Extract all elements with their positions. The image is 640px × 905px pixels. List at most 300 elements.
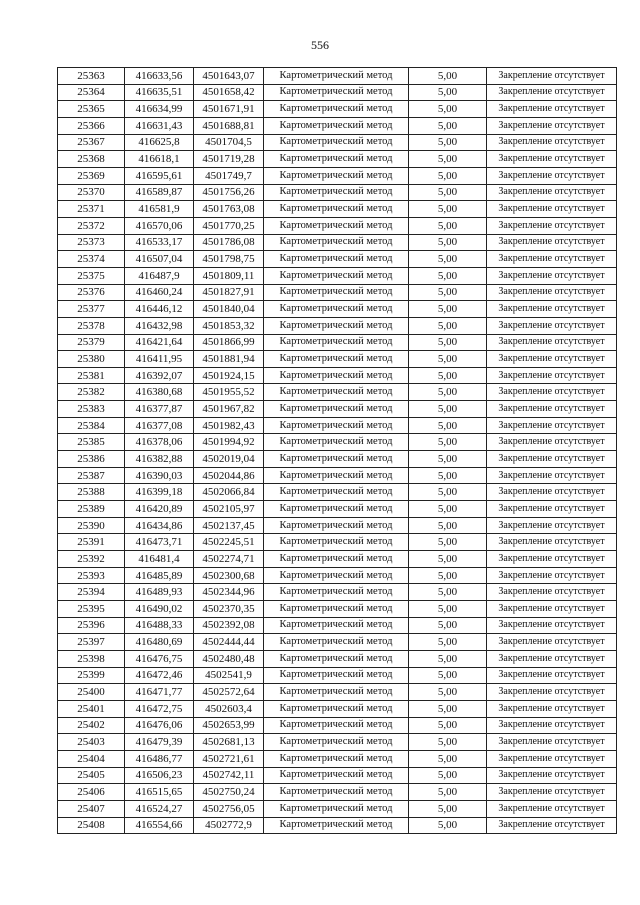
- accuracy-cell: 5,00: [409, 284, 487, 301]
- method-cell: Картометрический метод: [264, 301, 409, 318]
- y-coordinate-cell: 4501809,11: [194, 267, 264, 284]
- method-cell: Картометрический метод: [264, 117, 409, 134]
- x-coordinate-cell: 416472,46: [125, 667, 194, 684]
- x-coordinate-cell: 416460,24: [125, 284, 194, 301]
- fixing-description-cell: Закрепление отсутствует: [487, 717, 617, 734]
- x-coordinate-cell: 416432,98: [125, 317, 194, 334]
- point-number-cell: 25380: [58, 351, 125, 368]
- accuracy-cell: 5,00: [409, 251, 487, 268]
- x-coordinate-cell: 416473,71: [125, 534, 194, 551]
- x-coordinate-cell: 416487,9: [125, 267, 194, 284]
- fixing-description-cell: Закрепление отсутствует: [487, 467, 617, 484]
- x-coordinate-cell: 416570,06: [125, 217, 194, 234]
- method-cell: Картометрический метод: [264, 767, 409, 784]
- fixing-description-cell: Закрепление отсутствует: [487, 517, 617, 534]
- accuracy-cell: 5,00: [409, 717, 487, 734]
- fixing-description-cell: Закрепление отсутствует: [487, 151, 617, 168]
- accuracy-cell: 5,00: [409, 800, 487, 817]
- x-coordinate-cell: 416411,95: [125, 351, 194, 368]
- point-number-cell: 25384: [58, 417, 125, 434]
- accuracy-cell: 5,00: [409, 767, 487, 784]
- method-cell: Картометрический метод: [264, 734, 409, 751]
- point-number-cell: 25389: [58, 501, 125, 518]
- point-number-cell: 25400: [58, 684, 125, 701]
- table-row: [58, 484, 617, 501]
- y-coordinate-cell: 4501763,08: [194, 201, 264, 218]
- table-row: [58, 234, 617, 251]
- method-cell: Картометрический метод: [264, 517, 409, 534]
- table-row: [58, 467, 617, 484]
- fixing-description-cell: Закрепление отсутствует: [487, 484, 617, 501]
- table-row: [58, 634, 617, 651]
- y-coordinate-cell: 4502742,11: [194, 767, 264, 784]
- method-cell: Картометрический метод: [264, 534, 409, 551]
- fixing-description-cell: Закрепление отсутствует: [487, 617, 617, 634]
- point-number-cell: 25408: [58, 817, 125, 834]
- accuracy-cell: 5,00: [409, 101, 487, 118]
- method-cell: Картометрический метод: [264, 817, 409, 834]
- table-row: [58, 117, 617, 134]
- fixing-description-cell: Закрепление отсутствует: [487, 451, 617, 468]
- accuracy-cell: 5,00: [409, 617, 487, 634]
- point-number-cell: 25371: [58, 201, 125, 218]
- method-cell: Картометрический метод: [264, 134, 409, 151]
- y-coordinate-cell: 4502019,04: [194, 451, 264, 468]
- point-number-cell: 25401: [58, 700, 125, 717]
- y-coordinate-cell: 4501756,26: [194, 184, 264, 201]
- fixing-description-cell: Закрепление отсутствует: [487, 734, 617, 751]
- fixing-description-cell: Закрепление отсутствует: [487, 584, 617, 601]
- accuracy-cell: 5,00: [409, 267, 487, 284]
- accuracy-cell: 5,00: [409, 534, 487, 551]
- method-cell: Картометрический метод: [264, 201, 409, 218]
- y-coordinate-cell: 4502066,84: [194, 484, 264, 501]
- x-coordinate-cell: 416390,03: [125, 467, 194, 484]
- accuracy-cell: 5,00: [409, 684, 487, 701]
- method-cell: Картометрический метод: [264, 367, 409, 384]
- table-row: [58, 551, 617, 568]
- x-coordinate-cell: 416377,87: [125, 401, 194, 418]
- x-coordinate-cell: 416485,89: [125, 567, 194, 584]
- x-coordinate-cell: 416382,88: [125, 451, 194, 468]
- table-row: [58, 667, 617, 684]
- fixing-description-cell: Закрепление отсутствует: [487, 184, 617, 201]
- method-cell: Картометрический метод: [264, 634, 409, 651]
- y-coordinate-cell: 4501982,43: [194, 417, 264, 434]
- fixing-description-cell: Закрепление отсутствует: [487, 684, 617, 701]
- method-cell: Картометрический метод: [264, 484, 409, 501]
- accuracy-cell: 5,00: [409, 317, 487, 334]
- point-number-cell: 25367: [58, 134, 125, 151]
- y-coordinate-cell: 4502681,13: [194, 734, 264, 751]
- accuracy-cell: 5,00: [409, 301, 487, 318]
- fixing-description-cell: Закрепление отсутствует: [487, 251, 617, 268]
- x-coordinate-cell: 416486,77: [125, 750, 194, 767]
- method-cell: Картометрический метод: [264, 584, 409, 601]
- table-row: [58, 401, 617, 418]
- point-number-cell: 25388: [58, 484, 125, 501]
- y-coordinate-cell: 4501704,5: [194, 134, 264, 151]
- fixing-description-cell: Закрепление отсутствует: [487, 700, 617, 717]
- table-row: [58, 734, 617, 751]
- y-coordinate-cell: 4502750,24: [194, 784, 264, 801]
- method-cell: Картометрический метод: [264, 451, 409, 468]
- y-coordinate-cell: 4501749,7: [194, 167, 264, 184]
- fixing-description-cell: Закрепление отсутствует: [487, 84, 617, 101]
- point-number-cell: 25375: [58, 267, 125, 284]
- table-row: [58, 351, 617, 368]
- accuracy-cell: 5,00: [409, 517, 487, 534]
- table-row: [58, 334, 617, 351]
- x-coordinate-cell: 416507,04: [125, 251, 194, 268]
- y-coordinate-cell: 4502721,61: [194, 750, 264, 767]
- point-number-cell: 25390: [58, 517, 125, 534]
- x-coordinate-cell: 416625,8: [125, 134, 194, 151]
- point-number-cell: 25365: [58, 101, 125, 118]
- method-cell: Картометрический метод: [264, 167, 409, 184]
- y-coordinate-cell: 4501658,42: [194, 84, 264, 101]
- x-coordinate-cell: 416380,68: [125, 384, 194, 401]
- point-number-cell: 25368: [58, 151, 125, 168]
- fixing-description-cell: Закрепление отсутствует: [487, 601, 617, 618]
- y-coordinate-cell: 4501866,99: [194, 334, 264, 351]
- accuracy-cell: 5,00: [409, 234, 487, 251]
- method-cell: Картометрический метод: [264, 551, 409, 568]
- method-cell: Картометрический метод: [264, 234, 409, 251]
- table-row: [58, 451, 617, 468]
- method-cell: Картометрический метод: [264, 384, 409, 401]
- table-row: [58, 217, 617, 234]
- method-cell: Картометрический метод: [264, 567, 409, 584]
- fixing-description-cell: Закрепление отсутствует: [487, 567, 617, 584]
- fixing-description-cell: Закрепление отсутствует: [487, 68, 617, 85]
- x-coordinate-cell: 416595,61: [125, 167, 194, 184]
- x-coordinate-cell: 416618,1: [125, 151, 194, 168]
- y-coordinate-cell: 4502756,05: [194, 800, 264, 817]
- accuracy-cell: 5,00: [409, 784, 487, 801]
- point-number-cell: 25394: [58, 584, 125, 601]
- accuracy-cell: 5,00: [409, 750, 487, 767]
- point-number-cell: 25382: [58, 384, 125, 401]
- x-coordinate-cell: 416488,33: [125, 617, 194, 634]
- accuracy-cell: 5,00: [409, 584, 487, 601]
- accuracy-cell: 5,00: [409, 384, 487, 401]
- point-number-cell: 25396: [58, 617, 125, 634]
- fixing-description-cell: Закрепление отсутствует: [487, 284, 617, 301]
- accuracy-cell: 5,00: [409, 817, 487, 834]
- x-coordinate-cell: 416634,99: [125, 101, 194, 118]
- y-coordinate-cell: 4501688,81: [194, 117, 264, 134]
- table-row: [58, 650, 617, 667]
- accuracy-cell: 5,00: [409, 217, 487, 234]
- x-coordinate-cell: 416472,75: [125, 700, 194, 717]
- method-cell: Картометрический метод: [264, 401, 409, 418]
- x-coordinate-cell: 416476,75: [125, 650, 194, 667]
- point-number-cell: 25398: [58, 650, 125, 667]
- fixing-description-cell: Закрепление отсутствует: [487, 217, 617, 234]
- fixing-description-cell: Закрепление отсутствует: [487, 750, 617, 767]
- point-number-cell: 25402: [58, 717, 125, 734]
- y-coordinate-cell: 4501881,94: [194, 351, 264, 368]
- y-coordinate-cell: 4502370,35: [194, 601, 264, 618]
- y-coordinate-cell: 4502772,9: [194, 817, 264, 834]
- point-number-cell: 25379: [58, 334, 125, 351]
- method-cell: Картометрический метод: [264, 251, 409, 268]
- point-number-cell: 25385: [58, 434, 125, 451]
- y-coordinate-cell: 4501770,25: [194, 217, 264, 234]
- point-number-cell: 25370: [58, 184, 125, 201]
- table-row: [58, 367, 617, 384]
- fixing-description-cell: Закрепление отсутствует: [487, 534, 617, 551]
- accuracy-cell: 5,00: [409, 417, 487, 434]
- fixing-description-cell: Закрепление отсутствует: [487, 501, 617, 518]
- fixing-description-cell: Закрепление отсутствует: [487, 817, 617, 834]
- fixing-description-cell: Закрепление отсутствует: [487, 800, 617, 817]
- point-number-cell: 25405: [58, 767, 125, 784]
- point-number-cell: 25374: [58, 251, 125, 268]
- y-coordinate-cell: 4502245,51: [194, 534, 264, 551]
- method-cell: Картометрический метод: [264, 334, 409, 351]
- point-number-cell: 25404: [58, 750, 125, 767]
- x-coordinate-cell: 416635,51: [125, 84, 194, 101]
- accuracy-cell: 5,00: [409, 601, 487, 618]
- coordinates-table-body: [58, 68, 617, 834]
- fixing-description-cell: Закрепление отсутствует: [487, 167, 617, 184]
- method-cell: Картометрический метод: [264, 784, 409, 801]
- page-number: 556: [311, 38, 329, 52]
- table-row: [58, 784, 617, 801]
- point-number-cell: 25403: [58, 734, 125, 751]
- fixing-description-cell: Закрепление отсутствует: [487, 634, 617, 651]
- point-number-cell: 25376: [58, 284, 125, 301]
- x-coordinate-cell: 416421,64: [125, 334, 194, 351]
- method-cell: Картометрический метод: [264, 151, 409, 168]
- y-coordinate-cell: 4502344,96: [194, 584, 264, 601]
- table-row: [58, 251, 617, 268]
- method-cell: Картометрический метод: [264, 417, 409, 434]
- fixing-description-cell: Закрепление отсутствует: [487, 551, 617, 568]
- table-row: [58, 517, 617, 534]
- y-coordinate-cell: 4501924,15: [194, 367, 264, 384]
- point-number-cell: 25399: [58, 667, 125, 684]
- y-coordinate-cell: 4502603,4: [194, 700, 264, 717]
- fixing-description-cell: Закрепление отсутствует: [487, 650, 617, 667]
- point-number-cell: 25377: [58, 301, 125, 318]
- method-cell: Картометрический метод: [264, 501, 409, 518]
- method-cell: Картометрический метод: [264, 650, 409, 667]
- accuracy-cell: 5,00: [409, 434, 487, 451]
- table-row: [58, 68, 617, 85]
- fixing-description-cell: Закрепление отсутствует: [487, 267, 617, 284]
- x-coordinate-cell: 416631,43: [125, 117, 194, 134]
- y-coordinate-cell: 4501643,07: [194, 68, 264, 85]
- x-coordinate-cell: 416515,65: [125, 784, 194, 801]
- table-row: [58, 384, 617, 401]
- method-cell: Картометрический метод: [264, 267, 409, 284]
- y-coordinate-cell: 4502044,86: [194, 467, 264, 484]
- x-coordinate-cell: 416476,06: [125, 717, 194, 734]
- fixing-description-cell: Закрепление отсутствует: [487, 201, 617, 218]
- accuracy-cell: 5,00: [409, 151, 487, 168]
- accuracy-cell: 5,00: [409, 117, 487, 134]
- fixing-description-cell: Закрепление отсутствует: [487, 401, 617, 418]
- method-cell: Картометрический метод: [264, 800, 409, 817]
- table-row: [58, 284, 617, 301]
- y-coordinate-cell: 4501840,04: [194, 301, 264, 318]
- accuracy-cell: 5,00: [409, 401, 487, 418]
- fixing-description-cell: Закрепление отсутствует: [487, 784, 617, 801]
- fixing-description-cell: Закрепление отсутствует: [487, 367, 617, 384]
- fixing-description-cell: Закрепление отсутствует: [487, 417, 617, 434]
- accuracy-cell: 5,00: [409, 334, 487, 351]
- x-coordinate-cell: 416399,18: [125, 484, 194, 501]
- accuracy-cell: 5,00: [409, 634, 487, 651]
- y-coordinate-cell: 4502392,08: [194, 617, 264, 634]
- table-row: [58, 767, 617, 784]
- y-coordinate-cell: 4501786,08: [194, 234, 264, 251]
- table-row: [58, 717, 617, 734]
- accuracy-cell: 5,00: [409, 467, 487, 484]
- table-row: [58, 417, 617, 434]
- point-number-cell: 25391: [58, 534, 125, 551]
- table-row: [58, 184, 617, 201]
- point-number-cell: 25366: [58, 117, 125, 134]
- y-coordinate-cell: 4501955,52: [194, 384, 264, 401]
- table-row: [58, 617, 617, 634]
- x-coordinate-cell: 416481,4: [125, 551, 194, 568]
- accuracy-cell: 5,00: [409, 551, 487, 568]
- fixing-description-cell: Закрепление отсутствует: [487, 434, 617, 451]
- point-number-cell: 25381: [58, 367, 125, 384]
- accuracy-cell: 5,00: [409, 734, 487, 751]
- point-number-cell: 25387: [58, 467, 125, 484]
- y-coordinate-cell: 4501853,32: [194, 317, 264, 334]
- point-number-cell: 25406: [58, 784, 125, 801]
- table-row: [58, 601, 617, 618]
- fixing-description-cell: Закрепление отсутствует: [487, 301, 617, 318]
- x-coordinate-cell: 416633,56: [125, 68, 194, 85]
- method-cell: Картометрический метод: [264, 317, 409, 334]
- accuracy-cell: 5,00: [409, 351, 487, 368]
- x-coordinate-cell: 416489,93: [125, 584, 194, 601]
- table-row: [58, 501, 617, 518]
- table-row: [58, 201, 617, 218]
- accuracy-cell: 5,00: [409, 567, 487, 584]
- method-cell: Картометрический метод: [264, 700, 409, 717]
- point-number-cell: 25378: [58, 317, 125, 334]
- x-coordinate-cell: 416480,69: [125, 634, 194, 651]
- y-coordinate-cell: 4502480,48: [194, 650, 264, 667]
- point-number-cell: 25372: [58, 217, 125, 234]
- table-row: [58, 101, 617, 118]
- method-cell: Картометрический метод: [264, 717, 409, 734]
- method-cell: Картометрический метод: [264, 467, 409, 484]
- x-coordinate-cell: 416589,87: [125, 184, 194, 201]
- y-coordinate-cell: 4502653,99: [194, 717, 264, 734]
- fixing-description-cell: Закрепление отсутствует: [487, 334, 617, 351]
- fixing-description-cell: Закрепление отсутствует: [487, 351, 617, 368]
- table-row: [58, 817, 617, 834]
- x-coordinate-cell: 416581,9: [125, 201, 194, 218]
- table-row: [58, 134, 617, 151]
- x-coordinate-cell: 416378,06: [125, 434, 194, 451]
- y-coordinate-cell: 4501967,82: [194, 401, 264, 418]
- y-coordinate-cell: 4502572,64: [194, 684, 264, 701]
- y-coordinate-cell: 4501671,91: [194, 101, 264, 118]
- fixing-description-cell: Закрепление отсутствует: [487, 234, 617, 251]
- table-row: [58, 317, 617, 334]
- y-coordinate-cell: 4502541,9: [194, 667, 264, 684]
- fixing-description-cell: Закрепление отсутствует: [487, 384, 617, 401]
- point-number-cell: 25363: [58, 68, 125, 85]
- x-coordinate-cell: 416490,02: [125, 601, 194, 618]
- table-row: [58, 584, 617, 601]
- table-row: [58, 534, 617, 551]
- method-cell: Картометрический метод: [264, 667, 409, 684]
- table-row: [58, 750, 617, 767]
- x-coordinate-cell: 416533,17: [125, 234, 194, 251]
- point-number-cell: 25395: [58, 601, 125, 618]
- method-cell: Картометрический метод: [264, 101, 409, 118]
- accuracy-cell: 5,00: [409, 484, 487, 501]
- table-row: [58, 167, 617, 184]
- accuracy-cell: 5,00: [409, 201, 487, 218]
- fixing-description-cell: Закрепление отсутствует: [487, 317, 617, 334]
- method-cell: Картометрический метод: [264, 68, 409, 85]
- fixing-description-cell: Закрепление отсутствует: [487, 134, 617, 151]
- accuracy-cell: 5,00: [409, 84, 487, 101]
- x-coordinate-cell: 416434,86: [125, 517, 194, 534]
- accuracy-cell: 5,00: [409, 367, 487, 384]
- y-coordinate-cell: 4501798,75: [194, 251, 264, 268]
- table-row: [58, 700, 617, 717]
- method-cell: Картометрический метод: [264, 284, 409, 301]
- fixing-description-cell: Закрепление отсутствует: [487, 667, 617, 684]
- method-cell: Картометрический метод: [264, 617, 409, 634]
- point-number-cell: 25393: [58, 567, 125, 584]
- table-row: [58, 800, 617, 817]
- point-number-cell: 25383: [58, 401, 125, 418]
- y-coordinate-cell: 4501827,91: [194, 284, 264, 301]
- accuracy-cell: 5,00: [409, 501, 487, 518]
- method-cell: Картометрический метод: [264, 351, 409, 368]
- x-coordinate-cell: 416506,23: [125, 767, 194, 784]
- accuracy-cell: 5,00: [409, 667, 487, 684]
- method-cell: Картометрический метод: [264, 684, 409, 701]
- table-row: [58, 434, 617, 451]
- point-number-cell: 25373: [58, 234, 125, 251]
- method-cell: Картометрический метод: [264, 434, 409, 451]
- table-row: [58, 301, 617, 318]
- table-row: [58, 151, 617, 168]
- coordinates-table: [57, 67, 617, 834]
- table-row: [58, 267, 617, 284]
- point-number-cell: 25407: [58, 800, 125, 817]
- table-row: [58, 567, 617, 584]
- table-row: [58, 84, 617, 101]
- x-coordinate-cell: 416524,27: [125, 800, 194, 817]
- y-coordinate-cell: 4502105,97: [194, 501, 264, 518]
- point-number-cell: 25392: [58, 551, 125, 568]
- fixing-description-cell: Закрепление отсутствует: [487, 101, 617, 118]
- method-cell: Картометрический метод: [264, 184, 409, 201]
- method-cell: Картометрический метод: [264, 84, 409, 101]
- accuracy-cell: 5,00: [409, 700, 487, 717]
- accuracy-cell: 5,00: [409, 68, 487, 85]
- x-coordinate-cell: 416554,66: [125, 817, 194, 834]
- fixing-description-cell: Закрепление отсутствует: [487, 117, 617, 134]
- method-cell: Картометрический метод: [264, 217, 409, 234]
